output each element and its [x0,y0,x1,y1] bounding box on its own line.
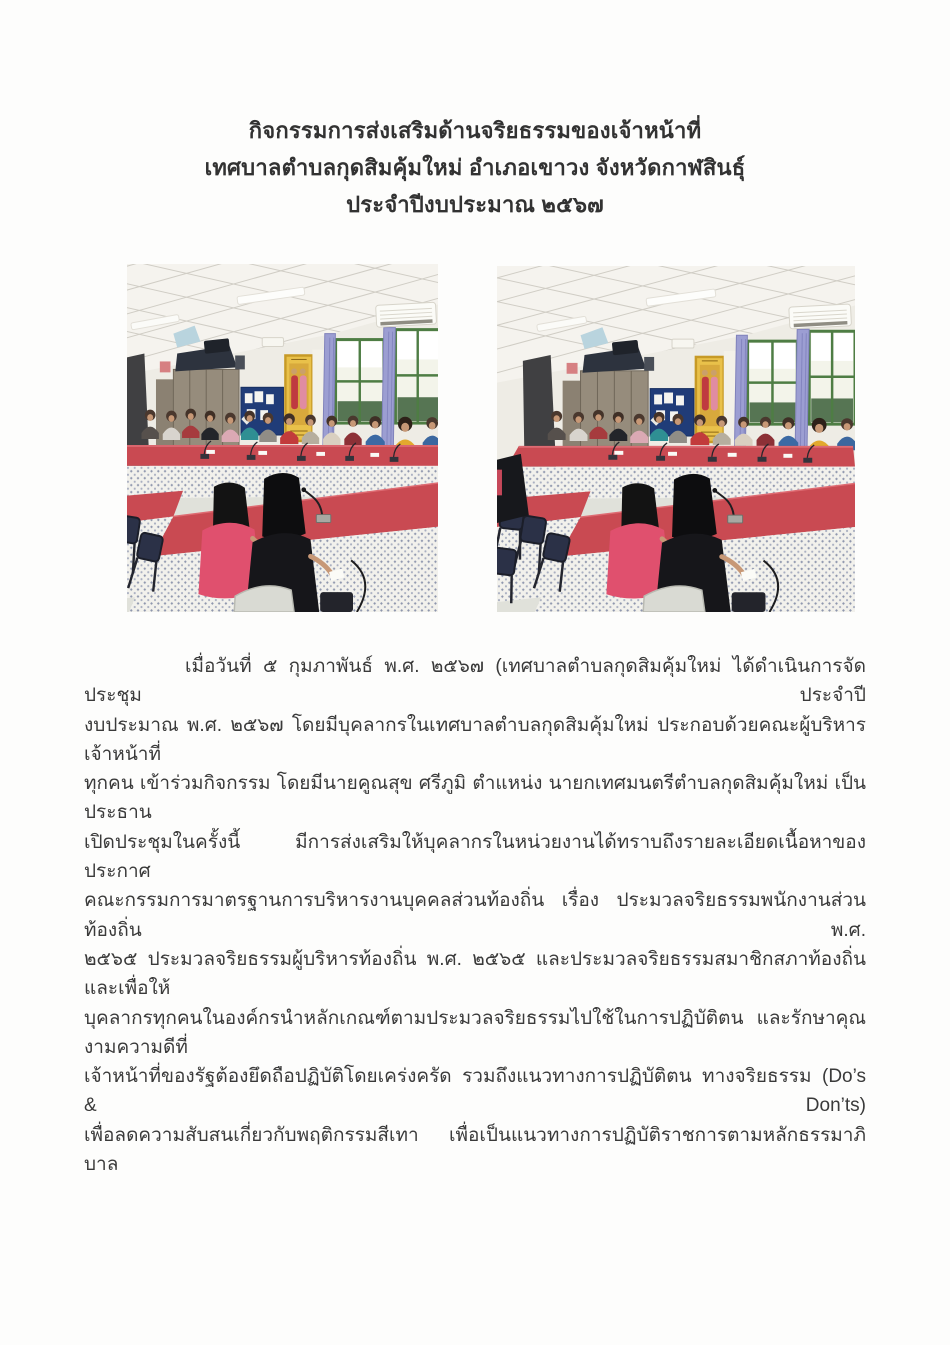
paragraph-line: เปิดประชุมในครั้งนี้ มีการส่งเสริมให้บุคลากรในหน่วยงานได้ทราบถึงรายละเอียดเนื้อหาของประกาศ [84,831,866,883]
paragraph-line: ทุกคน เข้าร่วมกิจกรรม โดยมีนายคูณสุข ศรีภูมิ ตำแหน่ง นายกเทศมนตรีตำบลกุดสิมคุ้มใหม่ เป็นประธาน [84,773,866,824]
title-line-1: กิจกรรมการส่งเสริมด้านจริยธรรมของเจ้าหน้าที่ [248,118,702,143]
body-paragraph [84,652,866,1179]
meeting-photo-2 [497,266,855,612]
meeting-photo-1 [127,264,438,612]
paragraph-line: เพื่อลดความสับสนเกี่ยวกับพฤติกรรมสีเทา เพื่อเป็นแนวทางการปฏิบัติราชการตามหลักธรรมาภิบาล [84,1124,866,1176]
paragraph-line: งบประมาณ พ.ศ. ๒๕๖๗ โดยมีบุคลากรในเทศบาลตำบลกุดสิมคุ้มใหม่ ประกอบด้วยคณะผู้บริหาร เจ้าหน้าที่ [84,714,866,765]
paragraph-line: เจ้าหน้าที่ของรัฐต้องยึดถือปฏิบัติโดยเคร่งครัด รวมถึงแนวทางการปฏิบัติตน ทางจริยธรรม (Do’s & Don’ts) [84,1066,866,1117]
document-title [0,112,950,223]
paragraph-line: บุคลากรทุกคนในองค์กรนำหลักเกณฑ์ตามประมวลจริยธรรมไปใช้ในการปฏิบัติตน และรักษาคุณงามความดีที่ [84,1007,866,1058]
title-line-3: ประจำปีงบประมาณ ๒๕๖๗ [346,192,604,217]
paragraph-line: คณะกรรมการมาตรฐานการบริหารงานบุคคลส่วนท้องถิ่น เรื่อง ประมวลจริยธรรมพนักงานส่วนท้องถิ่น พ.ศ. [84,890,866,941]
paragraph-line: ๒๕๖๕ ประมวลจริยธรรมผู้บริหารท้องถิ่น พ.ศ. ๒๕๖๕ และประมวลจริยธรรมสมาชิกสภาท้องถิ่น และเพื่อให้ [84,948,866,1000]
meeting-room-scene [497,266,855,612]
paragraph-line: เมื่อวันที่ ๕ กุมภาพันธ์ พ.ศ. ๒๕๖๗ (เทศบาลตำบลกุดสิมคุ้มใหม่ ได้ดำเนินการจัดประชุม ประจำปี [84,656,866,707]
title-line-2: เทศบาลตำบลกุดสิมคุ้มใหม่ อำเภอเขาวง จังหวัดกาฬสินธุ์ [204,155,746,180]
meeting-room-scene [127,264,438,612]
